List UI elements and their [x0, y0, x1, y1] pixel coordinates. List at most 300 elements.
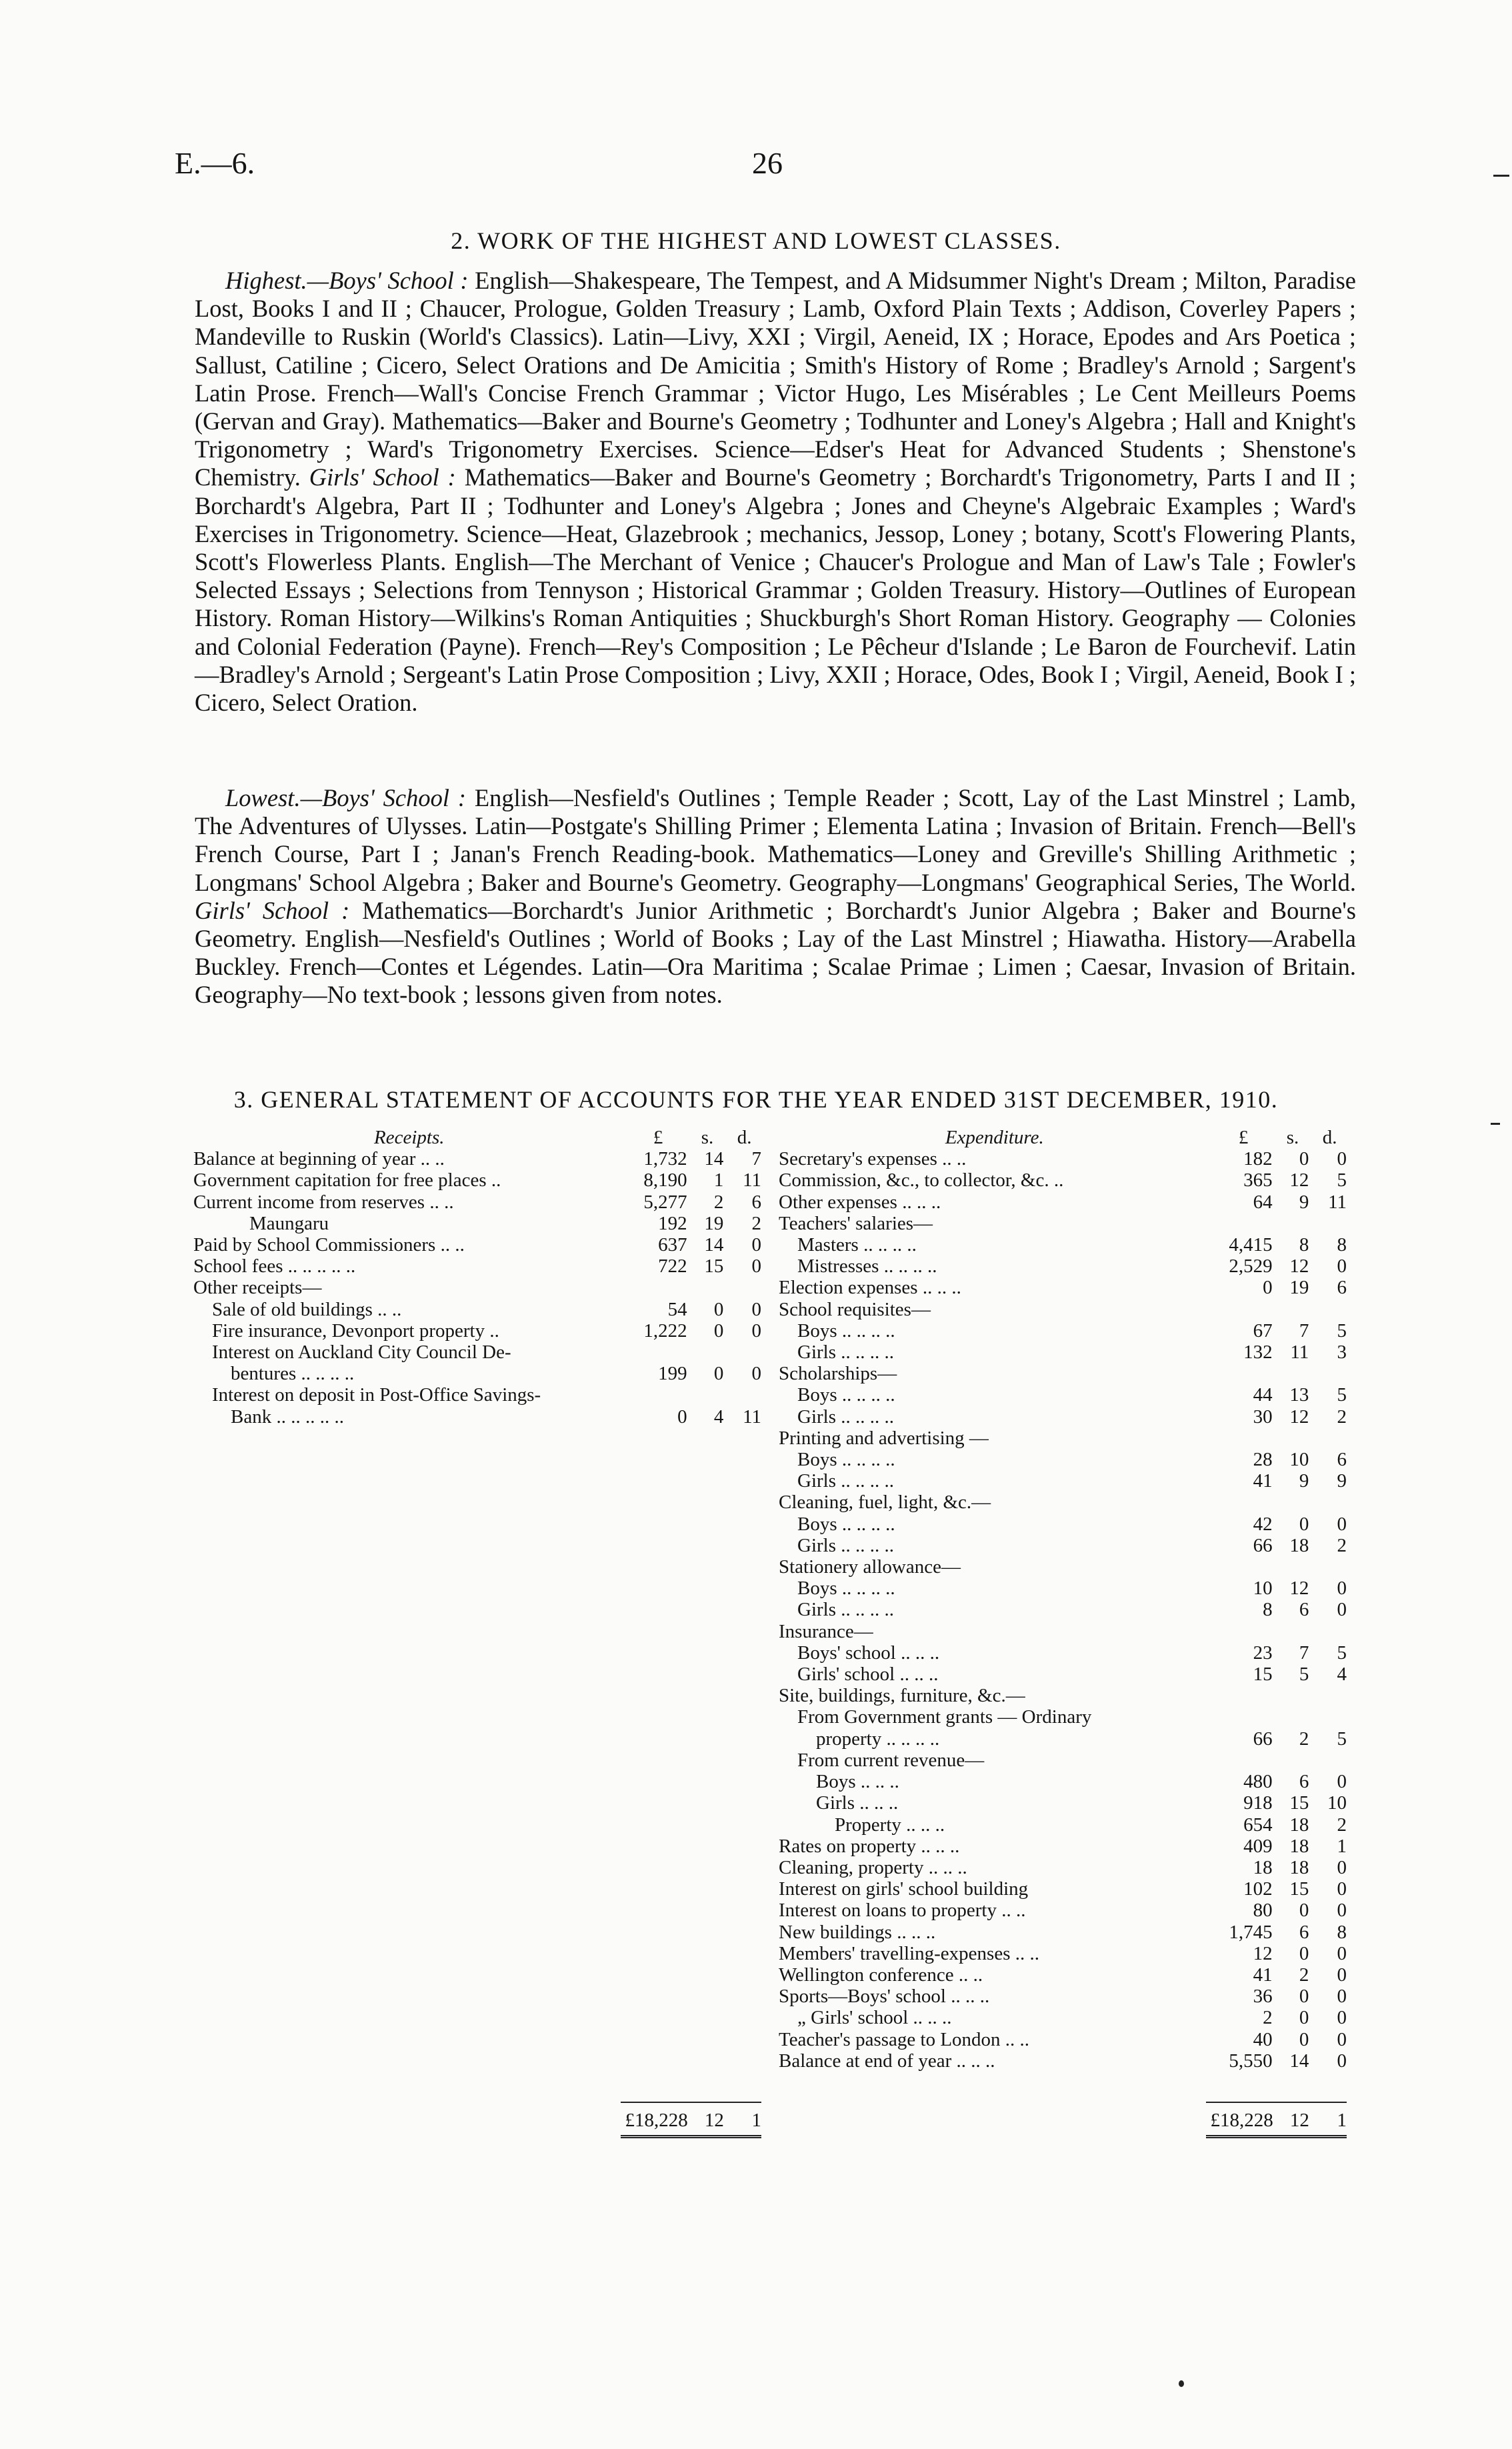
expenditure-row-shillings [1273, 1213, 1309, 1234]
expenditure-row-label: Boys .. .. .. .. [797, 1320, 895, 1342]
receipts-row-shillings: 4 [713, 1406, 724, 1428]
receipts-row [193, 1406, 761, 1428]
expenditure-row-pounds: 66 [1253, 1728, 1273, 1750]
expenditure-row-shillings: 2 [1299, 1964, 1309, 1986]
expenditure-row-shillings: 13 [1289, 1384, 1309, 1406]
expenditure-row-pence: 6 [1337, 1277, 1347, 1299]
expenditure-row-shillings: 12 [1289, 1406, 1309, 1428]
expenditure-row-pence: 0 [1337, 1148, 1347, 1170]
expenditure-row-label: Interest on girls' school building [779, 1878, 1029, 1900]
receipts-row-pounds: 1,222 [643, 1320, 687, 1342]
expenditure-row [779, 1943, 1347, 1964]
expenditure-row-shillings: 10 [1289, 1449, 1309, 1471]
receipts-row-pence [723, 1277, 761, 1298]
expenditure-row-pounds: 132 [1243, 1342, 1273, 1364]
expenditure-row-pounds: 182 [1243, 1148, 1273, 1170]
expenditure-row [779, 1428, 1347, 1449]
expenditure-row-pence: 0 [1337, 1771, 1347, 1793]
expenditure-row-pence: 2 [1337, 1534, 1347, 1556]
expenditure-row-pounds: 28 [1253, 1449, 1273, 1471]
expenditure-row-shillings: 18 [1289, 1814, 1309, 1836]
expenditure-caption: Expenditure. [945, 1127, 1044, 1148]
expenditure-row-pence [1309, 1213, 1347, 1234]
expenditure-row [779, 1578, 1347, 1599]
expenditure-row [779, 1878, 1347, 1900]
receipts-row-label: Sale of old buildings .. .. [212, 1298, 402, 1320]
receipts-row-pence [723, 1342, 761, 1363]
expenditure-row-label: Insurance— [779, 1620, 873, 1642]
receipts-total-underline [621, 2131, 761, 2137]
expenditure-row-label: Election expenses .. .. .. [779, 1277, 961, 1299]
expenditure-row-pence [1309, 1428, 1347, 1449]
expenditure-row-pence [1309, 1492, 1347, 1513]
lowest-lead: Lowest.—Boys' School : [225, 784, 467, 811]
receipts-total-pounds: £18,228 [621, 2102, 687, 2131]
expenditure-row-shillings [1273, 1621, 1309, 1642]
expenditure-row [779, 1664, 1347, 1685]
expenditure-row-shillings: 18 [1289, 1534, 1309, 1556]
receipts-row-label: School fees .. .. .. .. .. [193, 1256, 356, 1278]
expenditure-row-pounds: 409 [1243, 1835, 1273, 1857]
expenditure-row-shillings: 9 [1299, 1470, 1309, 1492]
expenditure-row-pence: 5 [1337, 1320, 1347, 1342]
receipts-row-pounds: 192 [658, 1212, 687, 1234]
expenditure-row-pounds: 365 [1243, 1169, 1273, 1191]
expenditure-row-pence: 10 [1327, 1792, 1347, 1814]
expenditure-row-shillings: 14 [1289, 2050, 1309, 2072]
expenditure-row-pence: 0 [1337, 1578, 1347, 1600]
expenditure-row-pence: 9 [1337, 1470, 1347, 1492]
receipts-row [193, 1169, 761, 1191]
expenditure-row-label: Girls .. .. .. [816, 1792, 899, 1814]
expenditure-row [779, 1900, 1347, 1921]
expenditure-row-label: Boys .. .. .. .. [797, 1449, 895, 1471]
expenditure-row [779, 1406, 1347, 1428]
expenditure-row-pounds [1211, 1299, 1273, 1320]
expenditure-row-pence: 2 [1337, 1406, 1347, 1428]
expenditure-row [779, 1706, 1347, 1728]
expenditure-row-pounds: 10 [1253, 1578, 1273, 1600]
receipts-row-label: Interest on Auckland City Council De- [212, 1342, 511, 1364]
expenditure-row-label: Teachers' salaries— [779, 1212, 933, 1234]
receipts-row-pence: 0 [751, 1256, 761, 1278]
receipts-row [193, 1342, 761, 1363]
expenditure-row-pounds [1211, 1685, 1273, 1706]
expenditure-row-shillings: 12 [1289, 1578, 1309, 1600]
expenditure-row-label: Girls .. .. .. .. [797, 1406, 894, 1428]
receipts-row-shillings: 1 [713, 1169, 724, 1191]
receipts-row-shillings: 0 [713, 1298, 724, 1320]
expenditure-row-pence: 8 [1337, 1234, 1347, 1256]
expenditure-row-pounds: 2,529 [1229, 1256, 1273, 1278]
expenditure-row [779, 1685, 1347, 1706]
expenditure-row-pence: 5 [1337, 1728, 1347, 1750]
expenditure-row-label: Other expenses .. .. .. [779, 1191, 941, 1213]
receipts-row-pounds: 199 [658, 1363, 687, 1385]
expenditure-row-pounds: 64 [1253, 1191, 1273, 1213]
receipts-row-pence: 0 [751, 1234, 761, 1256]
expenditure-row-shillings: 11 [1290, 1342, 1309, 1364]
expenditure-row-label: „ Girls' school .. .. .. [797, 2007, 952, 2029]
expenditure-row-pence: 0 [1337, 1900, 1347, 1922]
receipts-row-label: Government capitation for free places .. [193, 1169, 501, 1191]
expenditure-row-pounds: 918 [1243, 1792, 1273, 1814]
expenditure-row-pounds: 2 [1263, 2007, 1273, 2029]
expenditure-row-shillings: 8 [1299, 1234, 1309, 1256]
expenditure-row-pounds: 44 [1253, 1384, 1273, 1406]
expenditure-row-shillings: 0 [1299, 1513, 1309, 1535]
expenditure-row-shillings: 0 [1299, 2028, 1309, 2050]
expenditure-row-label: property .. .. .. .. [816, 1728, 940, 1750]
expenditure-row-label: Secretary's expenses .. .. [779, 1148, 967, 1170]
receipts-row-shillings: 0 [713, 1363, 724, 1385]
expenditure-row-pence [1309, 1363, 1347, 1384]
expenditure-row-pounds: 4,415 [1229, 1234, 1273, 1256]
receipts-row-label: Current income from reserves .. .. [193, 1191, 454, 1213]
expenditure-row [779, 1986, 1347, 2007]
receipts-header-row [193, 1127, 761, 1148]
expenditure-row-pounds: 480 [1243, 1771, 1273, 1793]
expenditure-row-shillings [1273, 1685, 1309, 1706]
expenditure-row-pounds [1211, 1706, 1273, 1728]
expenditure-row [779, 1857, 1347, 1878]
expenditure-row-pence: 0 [1337, 2050, 1347, 2072]
receipts-row [193, 1277, 761, 1298]
highest-classes-paragraph [195, 267, 1356, 717]
expenditure-row-label: Girls .. .. .. .. [797, 1342, 894, 1364]
expenditure-row-label: From Government grants — Ordinary [797, 1706, 1092, 1728]
lowest-girls-lead: Girls' School : [195, 896, 350, 924]
expenditure-row-label: Girls' school .. .. .. [797, 1664, 939, 1686]
shillings-header: s. [701, 1127, 714, 1148]
receipts-row-pounds [625, 1277, 687, 1298]
expenditure-row-label: Girls .. .. .. .. [797, 1599, 894, 1621]
expenditure-row-pence [1309, 1750, 1347, 1771]
expenditure-row [779, 1169, 1347, 1191]
receipts-row-pence [723, 1384, 761, 1406]
expenditure-row-pence: 0 [1337, 1878, 1347, 1900]
expenditure-row [779, 1342, 1347, 1363]
expenditure-row [779, 1213, 1347, 1234]
expenditure-row-pence: 11 [1328, 1191, 1347, 1213]
expenditure-row-pence: 2 [1337, 1814, 1347, 1836]
expenditure-row-pounds: 1,745 [1229, 1921, 1273, 1943]
expenditure-row [779, 2007, 1347, 2028]
expenditure-row-pence: 0 [1337, 1513, 1347, 1535]
expenditure-row-pounds: 36 [1253, 1986, 1273, 2008]
page-header [0, 145, 1512, 185]
expenditure-row-shillings: 12 [1289, 1169, 1309, 1191]
receipts-row [193, 1148, 761, 1169]
receipts-row [193, 1384, 761, 1406]
expenditure-row-shillings: 2 [1299, 1728, 1309, 1750]
expenditure-row [779, 1556, 1347, 1578]
expenditure-table [779, 1127, 1347, 2072]
receipts-row [193, 1363, 761, 1384]
expenditure-row-label: Boys .. .. .. [816, 1771, 899, 1793]
expenditure-row-label: Sports—Boys' school .. .. .. [779, 1986, 990, 2008]
receipts-row-shillings: 15 [704, 1256, 724, 1278]
margin-mark [1493, 175, 1509, 177]
expenditure-row-shillings: 0 [1299, 1148, 1309, 1170]
expenditure-row-pounds: 8 [1263, 1599, 1273, 1621]
expenditure-row [779, 1514, 1347, 1535]
expenditure-row-pence [1309, 1621, 1347, 1642]
expenditure-row-shillings [1273, 1556, 1309, 1578]
expenditure-row [779, 1384, 1347, 1406]
expenditure-row-pence: 0 [1337, 1942, 1347, 1964]
receipts-row-shillings [687, 1384, 724, 1406]
expenditure-row-shillings: 19 [1289, 1277, 1309, 1299]
expenditure-row-label: Wellington conference .. .. [779, 1964, 983, 1986]
expenditure-row [779, 1642, 1347, 1664]
receipts-total-table [193, 2102, 761, 2138]
expenditure-row-label: From current revenue— [797, 1749, 985, 1771]
receipts-row-label: Maungaru [249, 1212, 329, 1234]
expenditure-row-label: Boys .. .. .. .. [797, 1384, 895, 1406]
expenditure-row-shillings: 0 [1299, 1900, 1309, 1922]
document-reference: E.—6. [175, 146, 255, 180]
expenditure-row-shillings: 6 [1299, 1599, 1309, 1621]
expenditure-row-pounds: 15 [1253, 1664, 1273, 1686]
expenditure-row [779, 1191, 1347, 1213]
receipts-row-shillings: 2 [713, 1191, 724, 1213]
expenditure-row-shillings: 5 [1299, 1664, 1309, 1686]
expenditure-row-label: Mistresses .. .. .. .. [797, 1256, 937, 1278]
receipts-row-pence: 0 [751, 1363, 761, 1385]
expenditure-row-pounds [1211, 1428, 1273, 1449]
receipts-row [193, 1213, 761, 1234]
expenditure-row-shillings: 6 [1299, 1921, 1309, 1943]
expenditure-row [779, 1320, 1347, 1342]
section-2-title: 2. WORK OF THE HIGHEST AND LOWEST CLASSES. [451, 227, 1061, 254]
expenditure-row-label: Boys' school .. .. .. [797, 1642, 940, 1664]
receipts-row-label: Other receipts— [193, 1277, 322, 1299]
receipts-row-pence: 0 [751, 1320, 761, 1342]
expenditure-row-pounds [1211, 1492, 1273, 1513]
receipts-row-pence: 6 [751, 1191, 761, 1213]
receipts-total-shillings: 12 [688, 2102, 724, 2131]
expenditure-row-label: School requisites— [779, 1298, 931, 1320]
expenditure-row-pence: 1 [1337, 1835, 1347, 1857]
receipts-row [193, 1256, 761, 1277]
expenditure-row-pence: 8 [1337, 1921, 1347, 1943]
expenditure-row [779, 1621, 1347, 1642]
expenditure-row [779, 1449, 1347, 1470]
highest-boys-text: English—Shakespeare, The Tempest, and A Midsummer Night's Dream ; Milton, Paradise Lost, Books I and II ; Chaucer, Prologue, Golden Treasury ; Lamb, Oxford Plain Texts ; Addison, Coverley Papers ; Mandeville to Ruskin (World's Classics). Latin—Livy, XXI ; Virgil, Aeneid, IX ; Horace, Epodes and Ars Poetica ; Sallust, Catiline ; Cicero, Select Orations and De Amicitia ; Smith's History of Rome ; Bradley's Arnold ; Sargent's Latin Prose. French—Wall's Concise French Grammar ; Victor Hugo, Les Misérables ; Le Cent Meilleurs Poems (Gervan and Gray). Mathematics—Baker and Bourne's Geometry ; Todhunter and Loney's Algebra ; Hall and Knight's Trigonometry ; Ward's Trigonometry Exercises. Science—Edser's Heat for Advanced Students ; Shenstone's Chemistry. [195, 267, 1356, 491]
receipts-row [193, 1320, 761, 1342]
receipts-row-pounds [625, 1342, 687, 1363]
receipts-row [193, 1234, 761, 1256]
expenditure-row [779, 1836, 1347, 1857]
expenditure-total-shillings: 12 [1273, 2102, 1309, 2131]
expenditure-row-pounds [1211, 1556, 1273, 1578]
expenditure-row-label: Printing and advertising — [779, 1427, 989, 1449]
expenditure-row-label: Site, buildings, furniture, &c.— [779, 1685, 1025, 1707]
expenditure-row-pence: 5 [1337, 1169, 1347, 1191]
expenditure-row-pounds: 40 [1253, 2028, 1273, 2050]
expenditure-header-row [779, 1127, 1347, 1148]
expenditure-row [779, 1470, 1347, 1492]
expenditure-row-pence: 3 [1337, 1342, 1347, 1364]
receipts-row-shillings: 14 [704, 1234, 724, 1256]
expenditure-row-pounds: 102 [1243, 1878, 1273, 1900]
expenditure-row [779, 2029, 1347, 2050]
expenditure-row-pounds [1211, 1363, 1273, 1384]
expenditure-row-pounds: 67 [1253, 1320, 1273, 1342]
section-3-title: 3. GENERAL STATEMENT OF ACCOUNTS FOR THE YEAR ENDED 31ST DECEMBER, 1910. [233, 1086, 1279, 1113]
lowest-boys-text: English—Nesfield's Outlines ; Temple Reader ; Scott, Lay of the Last Minstrel ; Lamb, The Adventures of Ulysses. Latin—Postgate's Shilling Primer ; Elementa Latina ; Invasion of Britain. French—Bell's French Course, Part I ; Janan's French Reading-book. Mathematics—Loney and Greville's Shilling Arithmetic ; Longmans' School Algebra ; Baker and Bourne's Geometry. Geography—Longmans' Geographical Series, The World. [195, 784, 1357, 896]
expenditure-row-shillings [1273, 1706, 1309, 1728]
receipts-row-pence: 2 [751, 1212, 761, 1234]
expenditure-row-shillings [1273, 1363, 1309, 1384]
receipts-row-pounds: 54 [667, 1298, 687, 1320]
expenditure-row-label: Cleaning, fuel, light, &c.— [779, 1492, 991, 1514]
expenditure-row [779, 1922, 1347, 1943]
receipts-row-shillings: 0 [713, 1320, 724, 1342]
receipts-caption: Receipts. [374, 1127, 445, 1148]
expenditure-row-pounds: 654 [1243, 1814, 1273, 1836]
ink-dot [1179, 2380, 1184, 2387]
expenditure-row-label: Girls .. .. .. .. [797, 1534, 894, 1556]
pounds-header: £ [653, 1127, 663, 1148]
receipts-total-row [193, 2102, 761, 2131]
expenditure-row-pounds: 30 [1253, 1406, 1273, 1428]
expenditure-row-shillings: 6 [1299, 1771, 1309, 1793]
expenditure-row-shillings [1273, 1428, 1309, 1449]
receipts-row-label: bentures .. .. .. .. [231, 1363, 355, 1385]
expenditure-row-pounds: 66 [1253, 1534, 1273, 1556]
pounds-header: £ [1238, 1127, 1249, 1148]
receipts-row-pounds: 1,732 [643, 1148, 687, 1170]
expenditure-row-shillings: 18 [1289, 1856, 1309, 1878]
receipts-row-pence: 0 [751, 1298, 761, 1320]
expenditure-row [779, 1599, 1347, 1620]
expenditure-row [779, 1814, 1347, 1836]
expenditure-row-label: Balance at end of year .. .. .. [779, 2050, 995, 2072]
pence-header: d. [737, 1127, 752, 1148]
expenditure-row-pence: 5 [1337, 1642, 1347, 1664]
receipts-row-label: Fire insurance, Devonport property .. [212, 1320, 499, 1342]
receipts-row-shillings: 14 [704, 1148, 724, 1170]
expenditure-total-row [779, 2102, 1347, 2131]
expenditure-row-shillings: 0 [1299, 1986, 1309, 2008]
expenditure-row-label: Interest on loans to property .. .. [779, 1900, 1026, 1922]
expenditure-row [779, 1728, 1347, 1750]
expenditure-row-pence: 0 [1337, 1599, 1347, 1621]
expenditure-row-shillings: 15 [1289, 1878, 1309, 1900]
expenditure-row-shillings: 18 [1289, 1835, 1309, 1857]
expenditure-row-label: Property .. .. .. [835, 1814, 945, 1836]
expenditure-row-label: Scholarships— [779, 1363, 897, 1385]
expenditure-row-pence: 0 [1337, 1256, 1347, 1278]
expenditure-row [779, 1277, 1347, 1298]
expenditure-row-shillings: 12 [1289, 1256, 1309, 1278]
expenditure-row-pence: 0 [1337, 1964, 1347, 1986]
expenditure-row-shillings: 7 [1299, 1642, 1309, 1664]
pence-header: d. [1322, 1127, 1337, 1148]
receipts-row-pence: 11 [743, 1406, 761, 1428]
expenditure-row-shillings: 0 [1299, 2007, 1309, 2029]
receipts-row-pence: 11 [743, 1169, 761, 1191]
receipts-total-pence: 1 [724, 2102, 761, 2131]
expenditure-row-shillings [1273, 1492, 1309, 1513]
expenditure-row-pence [1309, 1685, 1347, 1706]
expenditure-total-pounds: £18,228 [1206, 2102, 1273, 2131]
expenditure-row-pounds: 41 [1253, 1470, 1273, 1492]
expenditure-row-label: New buildings .. .. .. [779, 1921, 936, 1943]
expenditure-row-pence [1309, 1706, 1347, 1728]
expenditure-row-pounds: 42 [1253, 1513, 1273, 1535]
expenditure-row-label: Stationery allowance— [779, 1556, 961, 1578]
expenditure-row-pence: 0 [1337, 2028, 1347, 2050]
expenditure-row-pounds: 18 [1253, 1856, 1273, 1878]
expenditure-total-pence: 1 [1309, 2102, 1347, 2131]
expenditure-total-underline [1206, 2131, 1347, 2137]
receipts-table [193, 1127, 761, 1428]
receipts-row [193, 1299, 761, 1320]
receipts-row-pounds: 5,277 [643, 1191, 687, 1213]
expenditure-row-pence: 0 [1337, 1856, 1347, 1878]
highest-lead: Highest.—Boys' School : [225, 267, 469, 294]
expenditure-row-shillings: 7 [1299, 1320, 1309, 1342]
expenditure-row-label: Masters .. .. .. .. [797, 1234, 917, 1256]
receipts-row-pounds: 0 [677, 1406, 687, 1428]
expenditure-row [779, 1363, 1347, 1384]
expenditure-row-pounds: 0 [1263, 1277, 1273, 1299]
expenditure-row-shillings: 0 [1299, 1942, 1309, 1964]
expenditure-row-pounds: 12 [1253, 1942, 1273, 1964]
receipts-row-pounds: 8,190 [643, 1169, 687, 1191]
expenditure-row [779, 1148, 1347, 1169]
expenditure-row-label: Rates on property .. .. .. [779, 1835, 960, 1857]
receipts-row-label: Balance at beginning of year .. .. [193, 1148, 445, 1170]
expenditure-row [779, 1535, 1347, 1556]
expenditure-row-pence [1309, 1556, 1347, 1578]
receipts-row-label: Bank .. .. .. .. .. [231, 1406, 344, 1428]
lowest-classes-paragraph [195, 784, 1356, 1009]
expenditure-row [779, 1792, 1347, 1814]
receipts-row-shillings [687, 1277, 724, 1298]
expenditure-row-label: Boys .. .. .. .. [797, 1578, 895, 1600]
expenditure-row-pounds [1211, 1621, 1273, 1642]
highest-girls-text: Mathematics—Baker and Bourne's Geometry ; Borchardt's Trigonometry, Parts I and II ; Borchardt's Algebra, Part II ; Todhunter and Loney's Algebra ; Jones and Cheyne's Algebraic Examples ; Ward's Exercises in Trigonometry. Science—Heat, Glazebrook ; mechanics, Jessop, Loney ; botany, Scott's Flowering Plants, Scott's Flowerless Plants. English—The Merchant of Venice ; Chaucer's Prologue and Man of Law's Tale ; Fowler's Selected Essays ; Selections from Tennyson ; Historical Grammar ; Golden Treasury. History—Outlines of European History. Roman History—Wilkins's Roman Antiquities ; Shuckburgh's Short Roman History. Geography — Colonies and Colonial Federation (Payne). French—Rey's Composition ; Le Pêcheur d'Islande ; Le Baron de Fourchevif. Latin—Bradley's Arnold ; Sergeant's Latin Prose Composition ; Livy, XXII ; Horace, Odes, Book I ; Virgil, Aeneid, Book I ; Cicero, Select Oration. [195, 463, 1356, 717]
receipts-row-pounds [625, 1384, 687, 1406]
expenditure-row-pence: 6 [1337, 1449, 1347, 1471]
receipts-row-pence: 7 [751, 1148, 761, 1170]
receipts-row [193, 1191, 761, 1213]
expenditure-row-shillings [1273, 1299, 1309, 1320]
receipts-row-label: Paid by School Commissioners .. .. [193, 1234, 465, 1256]
receipts-row-label: Interest on deposit in Post-Office Savings- [212, 1384, 541, 1406]
expenditure-row-pence: 4 [1337, 1664, 1347, 1686]
receipts-row-pounds: 637 [658, 1234, 687, 1256]
expenditure-row-pence: 0 [1337, 1986, 1347, 2008]
expenditure-row-pence [1309, 1299, 1347, 1320]
shillings-header: s. [1286, 1127, 1299, 1148]
expenditure-row-label: Teacher's passage to London .. .. [779, 2028, 1030, 2050]
expenditure-row [779, 1234, 1347, 1256]
receipts-row-shillings: 19 [704, 1212, 724, 1234]
expenditure-row-shillings [1273, 1750, 1309, 1771]
lowest-girls-text: Mathematics—Borchardt's Junior Arithmetic ; Borchardt's Junior Algebra ; Baker and Bourne's Geometry. English—Nesfield's Outlines ; World of Books ; Lay of the Last Minstrel ; Hiawatha. History—Arabella Buckley. French—Contes et Légendes. Latin—Ora Maritima ; Scalae Primae ; Limen ; Caesar, Invasion of Britain. Geography—No text-book ; lessons given from notes. [195, 896, 1356, 1009]
expenditure-row-pounds: 80 [1253, 1900, 1273, 1922]
expenditure-row-label: Commission, &c., to collector, &c. .. [779, 1169, 1064, 1191]
expenditure-row-label: Boys .. .. .. .. [797, 1513, 895, 1535]
expenditure-row-shillings: 15 [1289, 1792, 1309, 1814]
expenditure-row-label: Girls .. .. .. .. [797, 1470, 894, 1492]
expenditure-row [779, 1964, 1347, 1986]
